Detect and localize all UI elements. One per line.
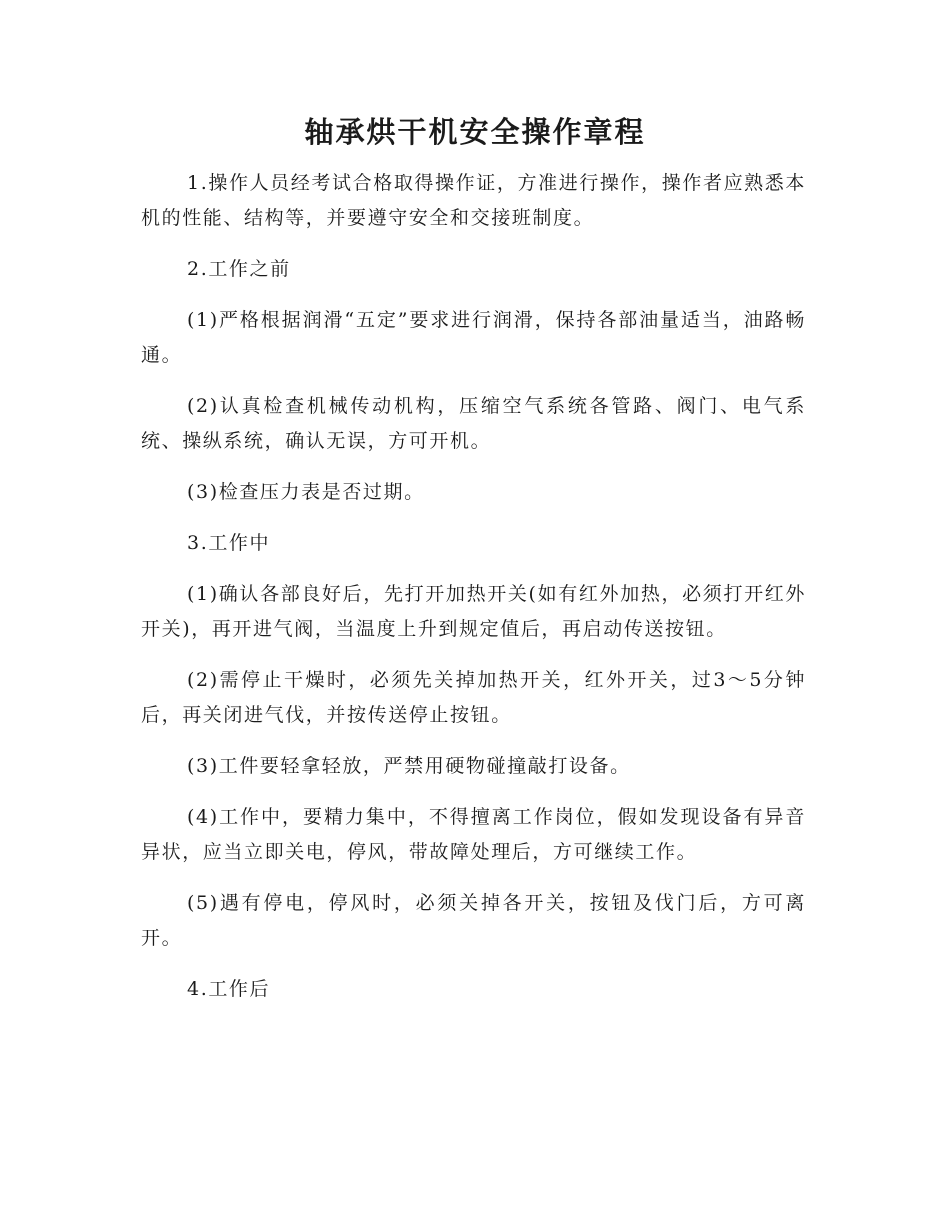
paragraph-attention: (4)工作中，要精力集中，不得擅离工作岗位，假如发现设备有异音异状，应当立即关电，停风，带故障处理后，方可继续工作。 [141, 806, 806, 863]
document-body [141, 166, 806, 1023]
paragraph-lubrication: (1)严格根据润滑“五定”要求进行润滑，保持各部油量适当，油路畅通。 [141, 309, 806, 366]
section-heading-during-work: 3.工作中 [187, 532, 271, 554]
paragraph-handling: (3)工件要轻拿轻放，严禁用硬物碰撞敲打设备。 [187, 755, 631, 777]
paragraph-pressure-gauge: (3)检查压力表是否过期。 [187, 481, 425, 503]
paragraph-stop-drying: (2)需停止干燥时，必须先关掉加热开关，红外开关，过3～5分钟后，再关闭进气伐，并按传送停止按钮。 [141, 669, 806, 726]
section-heading-before-work: 2.工作之前 [187, 258, 291, 280]
paragraph-startup: (1)确认各部良好后，先打开加热开关(如有红外加热，必须打开红外开关)，再开进气阀，当温度上升到规定值后，再启动传送按钮。 [141, 583, 806, 640]
paragraph-power-outage: (5)遇有停电，停风时，必须关掉各开关，按钮及伐门后，方可离开。 [141, 892, 806, 949]
section-heading-after-work: 4.工作后 [187, 978, 271, 1000]
document-title: 轴承烘干机安全操作章程 [304, 115, 646, 149]
paragraph-qualification: 1.操作人员经考试合格取得操作证，方准进行操作，操作者应熟悉本机的性能、结构等，并要遵守安全和交接班制度。 [141, 172, 806, 229]
paragraph-inspection: (2)认真检查机械传动机构，压缩空气系统各管路、阀门、电气系统、操纵系统，确认无误，方可开机。 [141, 395, 806, 452]
